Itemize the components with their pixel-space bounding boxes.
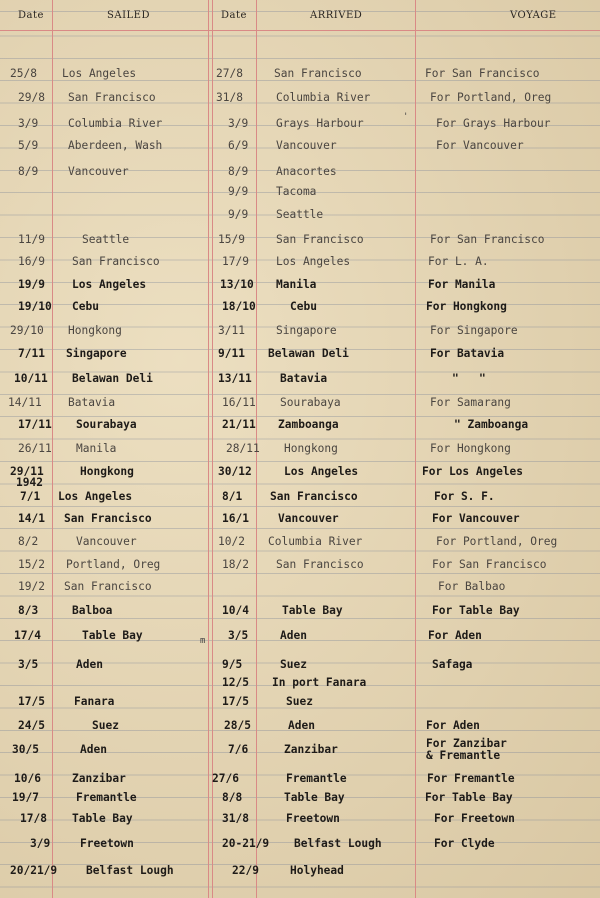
voyage-note: For Portland, Oreg [436,535,558,548]
sailed-date: 8/3 [18,604,39,617]
arrived-date: 10/2 [218,535,245,548]
arrived-port: Cebu [290,300,317,313]
sailed-date: 17/5 [18,695,45,708]
sailed-port: Columbia River [68,117,163,130]
header-arrived-date: Date [221,10,247,21]
sailed-port: Fanara [74,695,115,708]
sailed-port: Seattle [82,233,130,246]
voyage-note: For Balbao [438,580,506,593]
sailed-port: Los Angeles [58,490,133,503]
arrived-date: 15/9 [218,233,245,246]
rule-arrived [415,0,416,898]
sailed-date: 19/2 [18,580,45,593]
arrived-port: Table Bay [282,604,343,617]
arrived-date: 31/8 [216,91,243,104]
arrived-date: 28/5 [224,719,251,732]
voyage-note: For Manila [428,278,496,291]
rule-sailed [208,0,209,898]
sailed-date: 19/7 [12,791,39,804]
voyage-note: " Zamboanga [454,418,529,431]
margin-tick: ' [403,112,409,122]
voyage-note: For Grays Harbour [436,117,551,130]
sailed-port: Manila [76,442,117,455]
arrived-port: Los Angeles [284,465,359,478]
voyage-note: For Freetown [434,812,515,825]
arrived-date: 8/8 [222,791,243,804]
arrived-date: 8/9 [228,165,249,178]
sailed-date: 7/1 [20,490,41,503]
voyage-note: For Fremantle [427,772,515,785]
arrived-date: 16/1 [222,512,249,525]
sailed-date: 30/5 [12,743,39,756]
arrived-port: Batavia [280,372,328,385]
arrived-port: Aden [288,719,315,732]
arrived-port: San Francisco [270,490,358,503]
arrived-port: San Francisco [276,233,364,246]
arrived-port: Columbia River [276,91,371,104]
arrived-port: Columbia River [268,535,363,548]
arrived-port: Fremantle [286,772,347,785]
arrived-date: 30/12 [218,465,252,478]
sailed-port: Singapore [66,347,127,360]
sailed-date: 10/11 [14,372,48,385]
header-sailed: SAILED [107,10,150,21]
voyage-note: For Portland, Oreg [430,91,552,104]
voyage-note: " " [452,372,486,385]
sailed-port: Freetown [80,837,134,850]
arrived-port: Holyhead [290,864,344,877]
arrived-date: 9/11 [218,347,245,360]
sailed-port: Vancouver [68,165,129,178]
arrived-port: Belfast Lough [294,837,382,850]
sailed-port: Fremantle [76,791,137,804]
year-label: 1942 [16,476,43,489]
sailed-port: Los Angeles [62,67,137,80]
header-voyage: VOYAGE [510,10,557,21]
arrived-date: 9/9 [228,185,249,198]
sailed-date: 5/9 [18,139,39,152]
arrived-date: 20-21/9 [222,837,270,850]
arrived-port: Anacortes [276,165,337,178]
voyage-note: For San Francisco [432,558,547,571]
voyage-note: For S. F. [434,490,495,503]
rule-sailed-double [212,0,213,898]
voyage-note: For Los Angeles [422,465,524,478]
sailed-date: 3/5 [18,658,39,671]
sailed-port: San Francisco [72,255,160,268]
sailed-date: 20/21/9 [10,864,58,877]
sailed-date: 8/2 [18,535,39,548]
sailed-port: Suez [92,719,119,732]
voyage-note: For Clyde [434,837,495,850]
voyage-note: For Samarang [430,396,511,409]
voyage-note: For Batavia [430,347,505,360]
ledger-header [0,0,600,31]
arrived-port: Table Bay [284,791,345,804]
sailed-date: 19/9 [18,278,45,291]
sailed-date: 14/1 [18,512,45,525]
sailed-port: Balboa [72,604,113,617]
voyage-note: For Aden [428,629,482,642]
arrived-date: 3/11 [218,324,245,337]
voyage-note: For Table Bay [432,604,520,617]
voyage-note: For Vancouver [436,139,524,152]
margin-mark: m [200,636,206,646]
arrived-port: In port Fanara [272,676,367,689]
sailed-date: 3/9 [30,837,51,850]
arrived-date: 17/5 [222,695,249,708]
arrived-port: Suez [286,695,313,708]
sailed-date: 17/11 [18,418,52,431]
arrived-date: 6/9 [228,139,249,152]
arrived-port: San Francisco [274,67,362,80]
sailed-port: Table Bay [82,629,143,642]
sailed-date: 14/11 [8,396,42,409]
arrived-port: Zamboanga [278,418,339,431]
rule-sailed-date [52,0,53,898]
arrived-port: Seattle [276,208,324,221]
arrived-port: San Francisco [276,558,364,571]
arrived-date: 12/5 [222,676,249,689]
arrived-port: Hongkong [284,442,338,455]
sailed-port: Hongkong [68,324,122,337]
sailed-date: 7/11 [18,347,45,360]
sailed-port: Aberdeen, Wash [68,139,163,152]
sailed-port: Los Angeles [72,278,147,291]
arrived-port: Belawan Deli [268,347,349,360]
voyage-note: For Table Bay [425,791,513,804]
sailed-date: 29/11 [10,465,44,478]
sailed-date: 19/10 [18,300,52,313]
sailed-port: Table Bay [72,812,133,825]
arrived-date: 31/8 [222,812,249,825]
voyage-note: For San Francisco [425,67,540,80]
sailed-date: 17/8 [20,812,47,825]
sailed-date: 8/9 [18,165,39,178]
voyage-note: For Singapore [430,324,518,337]
sailed-date: 11/9 [18,233,45,246]
arrived-date: 21/11 [222,418,256,431]
header-arrived: ARRIVED [310,10,363,21]
sailed-date: 10/6 [14,772,41,785]
arrived-date: 3/5 [228,629,249,642]
arrived-date: 27/8 [216,67,243,80]
sailed-port: Cebu [72,300,99,313]
sailed-port: Portland, Oreg [66,558,161,571]
sailed-port: San Francisco [64,512,152,525]
sailed-date: 16/9 [18,255,45,268]
sailed-date: 26/11 [18,442,52,455]
sailed-date: 29/10 [10,324,44,337]
arrived-port: Singapore [276,324,337,337]
arrived-date: 16/11 [222,396,256,409]
arrived-port: Suez [280,658,307,671]
arrived-date: 28/11 [226,442,260,455]
arrived-date: 3/9 [228,117,249,130]
arrived-date: 22/9 [232,864,259,877]
voyage-note: For Zanzibar & Fremantle [426,737,507,762]
arrived-port: Vancouver [278,512,339,525]
arrived-date: 18/2 [222,558,249,571]
sailed-port: Hongkong [80,465,134,478]
arrived-port: Manila [276,278,317,291]
arrived-date: 7/6 [228,743,249,756]
sailed-date: 15/2 [18,558,45,571]
sailed-port: Batavia [68,396,116,409]
arrived-date: 8/1 [222,490,243,503]
sailed-port: San Francisco [64,580,152,593]
arrived-port: Zanzibar [284,743,338,756]
sailed-port: Belfast Lough [86,864,174,877]
sailed-port: Belawan Deli [72,372,153,385]
voyage-note: For Aden [426,719,480,732]
arrived-port: Los Angeles [276,255,351,268]
voyage-note: For San Francisco [430,233,545,246]
header-sailed-date: Date [18,10,44,21]
arrived-date: 9/5 [222,658,243,671]
arrived-port: Sourabaya [280,396,341,409]
arrived-port: Vancouver [276,139,337,152]
arrived-date: 10/4 [222,604,249,617]
arrived-date: 27/6 [212,772,239,785]
sailed-port: Aden [80,743,107,756]
voyage-note: For Hongkong [426,300,507,313]
arrived-port: Freetown [286,812,340,825]
arrived-date: 9/9 [228,208,249,221]
sailed-port: Vancouver [76,535,137,548]
sailed-port: Aden [76,658,103,671]
arrived-date: 13/11 [218,372,252,385]
voyage-note: For Hongkong [430,442,511,455]
voyage-note: Safaga [432,658,473,671]
sailed-port: San Francisco [68,91,156,104]
voyage-note: For Vancouver [432,512,520,525]
sailed-date: 25/8 [10,67,37,80]
voyage-note: For L. A. [428,255,489,268]
sailed-date: 3/9 [18,117,39,130]
arrived-date: 13/10 [220,278,254,291]
sailed-port: Zanzibar [72,772,126,785]
sailed-date: 29/8 [18,91,45,104]
arrived-port: Aden [280,629,307,642]
arrived-port: Grays Harbour [276,117,364,130]
arrived-date: 18/10 [222,300,256,313]
sailed-port: Sourabaya [76,418,137,431]
arrived-date: 17/9 [222,255,249,268]
arrived-port: Tacoma [276,185,317,198]
sailed-date: 17/4 [14,629,41,642]
sailed-date: 24/5 [18,719,45,732]
